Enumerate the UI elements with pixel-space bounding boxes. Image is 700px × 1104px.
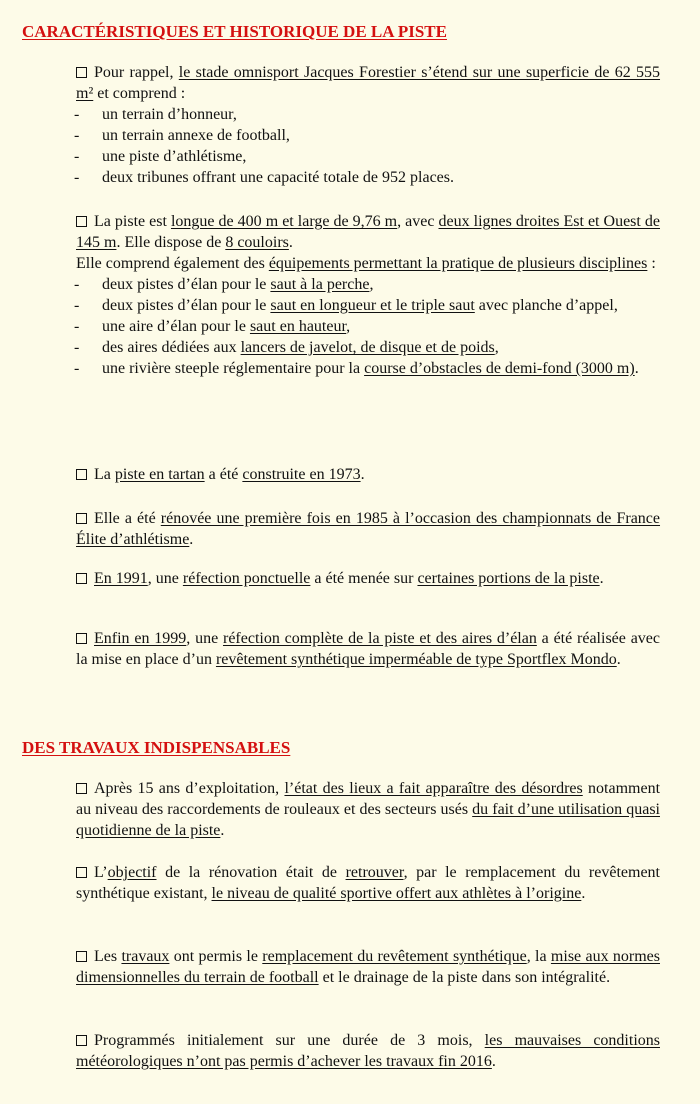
list-item: - une rivière steeple réglementaire pour la course d’obstacles de demi-fond (3000 m). bbox=[74, 358, 660, 379]
checkbox-icon bbox=[76, 783, 87, 794]
block-etat-des-lieux bbox=[76, 778, 660, 841]
block-stade bbox=[76, 62, 660, 188]
paragraph: Programmés initialement sur une durée de 3 mois, les mauvaises conditions météorologiques n’ont pas permis d’achever les travaux fin 2016. bbox=[76, 1032, 660, 1070]
paragraph: Les travaux ont permis le remplacement du revêtement synthétique, la mise aux normes dimensionnelles du terrain de football et le drainage de la piste dans son intégralité. bbox=[76, 948, 660, 986]
paragraph: La piste en tartan a été construite en 1973. bbox=[76, 464, 660, 485]
section-title-travaux: DES TRAVAUX INDISPENSABLES bbox=[22, 738, 291, 757]
list-item: - des aires dédiées aux lancers de javelot, de disque et de poids, bbox=[74, 337, 660, 358]
list bbox=[76, 104, 660, 188]
paragraph: Elle a été rénovée une première fois en 1985 à l’occasion des championnats de France Élite d’athlétisme. bbox=[76, 510, 661, 548]
paragraph: Elle comprend également des équipements permettant la pratique de plusieurs disciplines : bbox=[76, 255, 656, 272]
section-title-caracteristiques: CARACTÉRISTIQUES ET HISTORIQUE DE LA PISTE bbox=[22, 22, 447, 41]
list-item: - deux pistes d’élan pour le saut à la perche, bbox=[74, 274, 660, 295]
paragraph: En 1991, une réfection ponctuelle a été menée sur certaines portions de la piste. bbox=[76, 568, 660, 589]
block-refection-1999 bbox=[76, 628, 660, 670]
checkbox-icon bbox=[76, 469, 87, 480]
paragraph: La piste est longue de 400 m et large de 9,76 m, avec deux lignes droites Est et Ouest de 145 m. Elle dispose de 8 couloirs. bbox=[76, 213, 660, 251]
list-item: - deux tribunes offrant une capacité totale de 952 places. bbox=[74, 167, 660, 188]
paragraph: Enfin en 1999, une réfection complète de la piste et des aires d’élan a été réalisée avec la mise en place d’un revêtement synthétique imperméable de type Sportflex Mondo. bbox=[76, 630, 660, 668]
paragraph: Pour rappel, le stade omnisport Jacques Forestier s’étend sur une superficie de 62 555 m² et comprend : bbox=[76, 64, 661, 102]
block-refection-1991 bbox=[76, 568, 660, 589]
checkbox-icon bbox=[76, 573, 87, 584]
checkbox-icon bbox=[76, 633, 87, 644]
block-travaux bbox=[76, 946, 660, 988]
checkbox-icon bbox=[76, 513, 87, 524]
list-item: - une piste d’athlétisme, bbox=[74, 146, 660, 167]
checkbox-icon bbox=[76, 216, 87, 227]
paragraph: Après 15 ans d’exploitation, l’état des lieux a fait apparaître des désordres notamment au niveau des raccordements de rouleaux et des secteurs usés du fait d’une utilisation quasi quotidienne de la piste. bbox=[76, 780, 661, 839]
list-item: - un terrain annexe de football, bbox=[74, 125, 660, 146]
checkbox-icon bbox=[76, 867, 87, 878]
paragraph: L’objectif de la rénovation était de retrouver, par le remplacement du revêtement synthétique existant, le niveau de qualité sportive offert aux athlètes à l’origine. bbox=[76, 864, 660, 902]
block-piste bbox=[76, 211, 660, 379]
checkbox-icon bbox=[76, 1035, 87, 1046]
block-objectif bbox=[76, 862, 660, 904]
list bbox=[76, 274, 660, 379]
list-item: - une aire d’élan pour le saut en hauteur, bbox=[74, 316, 660, 337]
checkbox-icon bbox=[76, 67, 87, 78]
list-item: - un terrain d’honneur, bbox=[74, 104, 660, 125]
block-programmes bbox=[76, 1030, 660, 1072]
block-tartan bbox=[76, 464, 660, 485]
checkbox-icon bbox=[76, 951, 87, 962]
block-renovation-1985 bbox=[76, 508, 660, 550]
list-item: - deux pistes d’élan pour le saut en longueur et le triple saut avec planche d’appel, bbox=[74, 295, 660, 316]
